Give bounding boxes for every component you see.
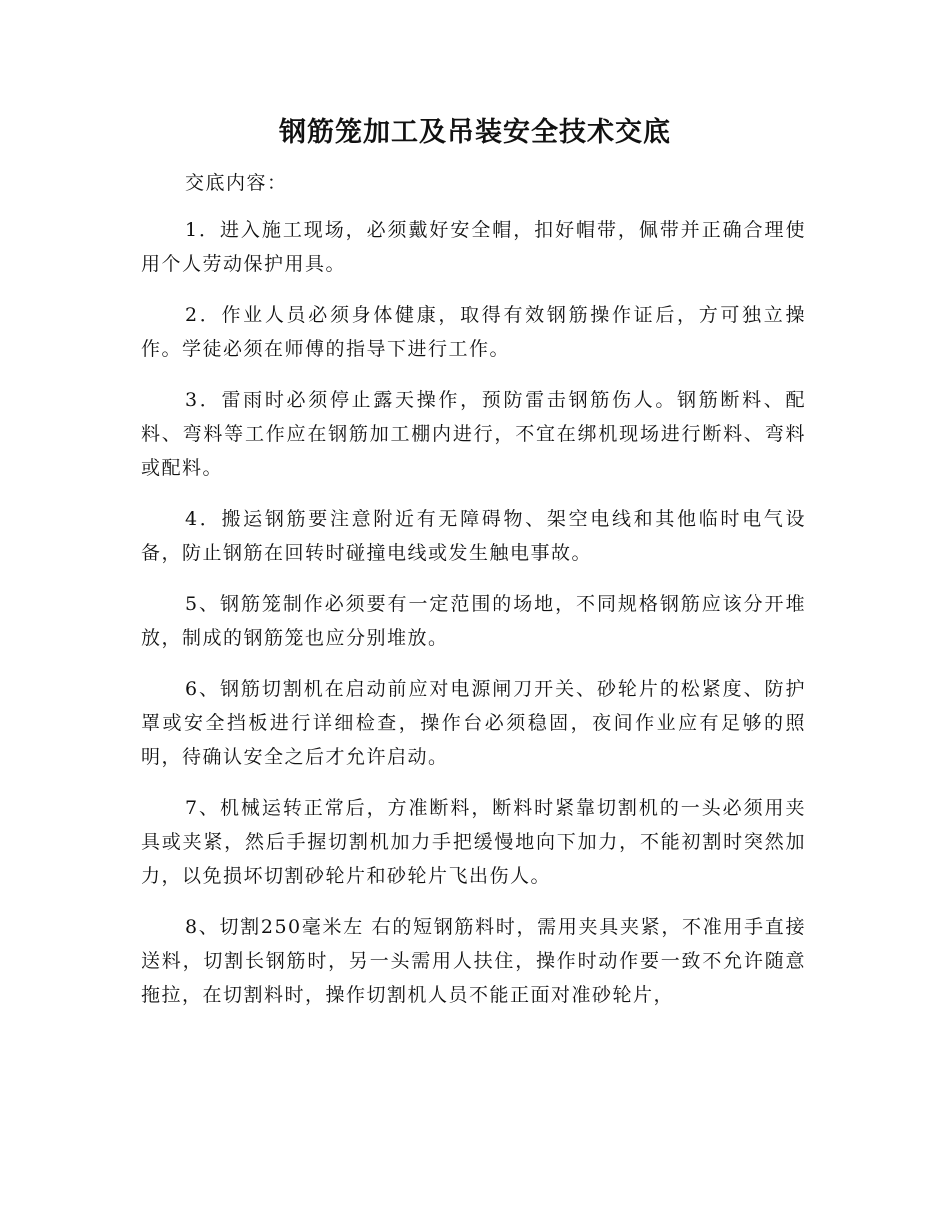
document-body	[141, 166, 806, 1029]
paragraph-1: 1．进入施工现场，必须戴好安全帽，扣好帽带，佩带并正确合理使用个人劳动保护用具。	[141, 219, 806, 275]
paragraph-5: 5、钢筋笼制作必须要有一定范围的场地，不同规格钢筋应该分开堆放，制成的钢筋笼也应分别堆放。	[141, 593, 806, 649]
paragraph-7: 7、机械运转正常后，方准断料，断料时紧靠切割机的一头必须用夹具或夹紧，然后手握切割机加力手把缓慢地向下加力，不能初割时突然加力，以免损坏切割砂轮片和砂轮片飞出伤人。	[141, 797, 806, 887]
paragraph-3: 3．雷雨时必须停止露天操作，预防雷击钢筋伤人。钢筋断料、配料、弯料等工作应在钢筋加工棚内进行，不宜在绑机现场进行断料、弯料或配料。	[141, 389, 806, 479]
paragraph-4: 4．搬运钢筋要注意附近有无障碍物、架空电线和其他临时电气设备，防止钢筋在回转时碰撞电线或发生触电事故。	[141, 508, 806, 564]
intro-text: 交底内容：	[185, 172, 288, 194]
paragraph-6: 6、钢筋切割机在启动前应对电源闸刀开关、砂轮片的松紧度、防护罩或安全挡板进行详细检查，操作台必须稳固，夜间作业应有足够的照明，待确认安全之后才允许启动。	[141, 678, 806, 768]
paragraph-8: 8、切割250毫米左 右的短钢筋料时，需用夹具夹紧，不准用手直接送料，切割长钢筋时，另一头需用人扶住，操作时动作要一致不允许随意拖拉，在切割料时，操作切割机人员不能正面对准砂轮片，	[141, 916, 806, 1006]
paragraph-2: 2．作业人员必须身体健康，取得有效钢筋操作证后，方可独立操作。学徒必须在师傅的指导下进行工作。	[141, 304, 806, 360]
document-title: 钢筋笼加工及吊装安全技术交底	[279, 117, 671, 148]
